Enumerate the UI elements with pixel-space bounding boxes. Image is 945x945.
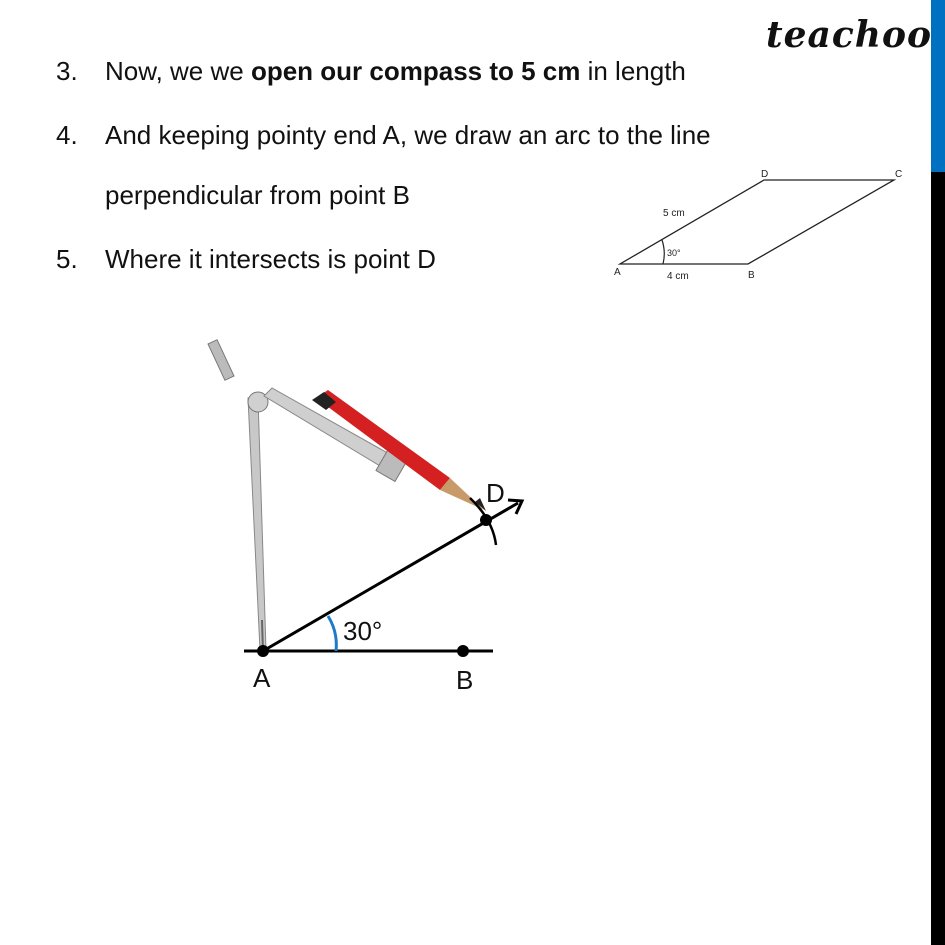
text: in length bbox=[580, 56, 686, 86]
step-number: 5. bbox=[56, 244, 78, 274]
label-b: B bbox=[456, 665, 474, 695]
reference-parallelogram bbox=[600, 160, 920, 290]
step-text bbox=[105, 56, 686, 87]
step-text-line1: And keeping pointy end A, we draw an arc to the line bbox=[105, 120, 711, 150]
ray-ad bbox=[263, 503, 518, 651]
label-side-ab: 4 cm bbox=[667, 271, 689, 282]
label-d: D bbox=[486, 478, 505, 508]
compass-icon bbox=[208, 340, 410, 652]
label-a: A bbox=[253, 663, 271, 693]
angle-arc bbox=[328, 616, 336, 651]
label-b: B bbox=[748, 270, 755, 281]
side-bar bbox=[931, 172, 945, 945]
parallelogram-shape bbox=[620, 180, 894, 264]
point-d bbox=[480, 514, 492, 526]
label-angle: 30° bbox=[343, 616, 383, 646]
label-angle: 30° bbox=[667, 248, 681, 258]
angle-arc bbox=[662, 240, 664, 264]
step-text: Where it intersects is point D bbox=[105, 244, 436, 274]
construction-figure bbox=[200, 330, 540, 700]
label-side-ad: 5 cm bbox=[663, 208, 685, 219]
label-d: D bbox=[761, 169, 769, 180]
text: Now, we we bbox=[105, 56, 251, 86]
label-c: C bbox=[895, 169, 903, 180]
teachoo-logo: teachoo bbox=[766, 14, 932, 56]
step-number: 4. bbox=[56, 120, 78, 150]
bold-text: open our compass to 5 cm bbox=[250, 56, 581, 86]
pencil-icon bbox=[312, 390, 486, 511]
point-b bbox=[457, 645, 469, 657]
side-accent-bar bbox=[931, 0, 945, 172]
step-number: 3. bbox=[56, 56, 78, 86]
point-a bbox=[257, 645, 269, 657]
step-text-line2: perpendicular from point B bbox=[105, 180, 410, 210]
label-a: A bbox=[614, 267, 621, 278]
